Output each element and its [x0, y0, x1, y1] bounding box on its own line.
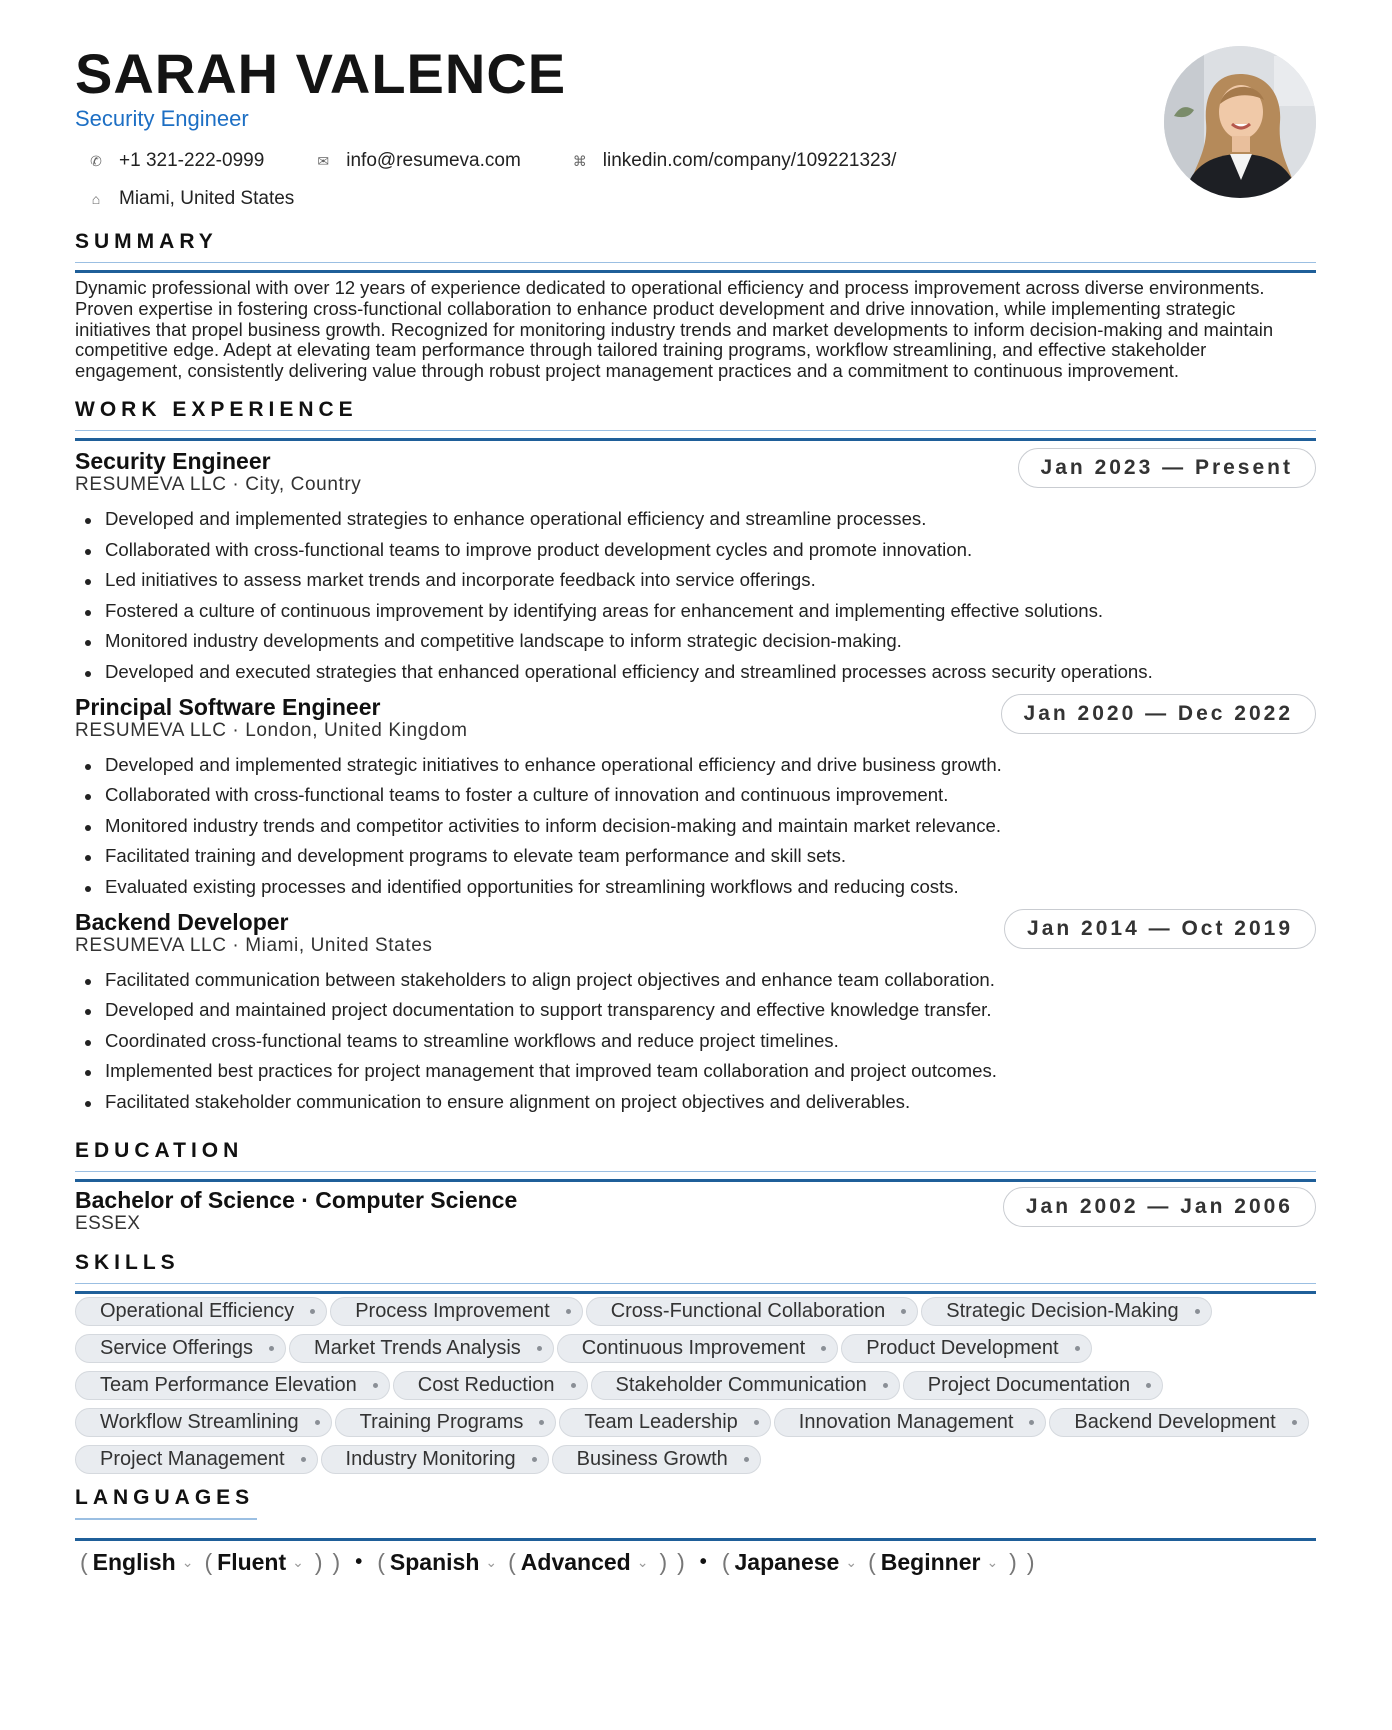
job-company: RESUMEVA LLC · London, United Kingdom	[75, 719, 468, 741]
skill-tag: Process Improvement	[330, 1297, 583, 1326]
skill-tag: Training Programs	[335, 1408, 557, 1437]
education-divider	[75, 1171, 1316, 1181]
skill-tag: Service Offerings	[75, 1334, 286, 1363]
skill-tag: Industry Monitoring	[321, 1445, 549, 1474]
language-name: Japanese	[734, 1549, 840, 1576]
job-bullet: Developed and maintained project documentation to support transparency and effective knowledge transfer.	[75, 995, 1316, 1026]
chevron-down-icon[interactable]: ⌄	[986, 1554, 999, 1571]
chevron-down-icon[interactable]: ⌄	[485, 1554, 498, 1571]
job-bullet: Developed and executed strategies that enhanced operational efficiency and streamlined processes across security operations.	[75, 657, 1316, 688]
languages-divider	[75, 1538, 1316, 1541]
dot-icon	[1195, 1309, 1200, 1314]
languages-heading: LANGUAGES	[75, 1486, 255, 1510]
language-level: Advanced	[520, 1549, 631, 1576]
skill-tag: Project Management	[75, 1445, 318, 1474]
job-bullet: Fostered a culture of continuous improvement by identifying areas for enhancement and implementing effective solutions.	[75, 596, 1316, 627]
dot-icon	[1292, 1420, 1297, 1425]
chevron-down-icon[interactable]: ⌄	[845, 1554, 858, 1571]
candidate-name: SARAH VALENCE	[75, 42, 567, 105]
phone-icon: ✆	[90, 152, 102, 169]
language-name: English	[92, 1549, 176, 1576]
skill-tag: Innovation Management	[774, 1408, 1047, 1437]
job-bullet: Led initiatives to assess market trends and incorporate feedback into service offerings.	[75, 565, 1316, 596]
link-icon: ⌘	[572, 152, 587, 169]
skill-tag: Team Performance Elevation	[75, 1371, 390, 1400]
skill-tag: Product Development	[841, 1334, 1091, 1363]
job-bullet: Monitored industry trends and competitor activities to inform decision-making and maintain market relevance.	[75, 811, 1316, 842]
contact-phone[interactable]	[75, 148, 264, 174]
dot-icon	[821, 1346, 826, 1351]
contact-location	[75, 186, 294, 212]
contact-location-text: Miami, United States	[119, 188, 295, 209]
summary-heading: SUMMARY	[75, 230, 218, 253]
job-bullet: Collaborated with cross-functional teams to foster a culture of innovation and continuous improvement.	[75, 780, 1316, 811]
dot-icon	[532, 1457, 537, 1462]
education-entry	[75, 1187, 1316, 1243]
skill-tag: Strategic Decision-Making	[921, 1297, 1211, 1326]
job-bullets	[75, 965, 1316, 1118]
languages-heading-wrap	[75, 1486, 257, 1520]
skill-tag: Stakeholder Communication	[591, 1371, 900, 1400]
dot-icon	[373, 1383, 378, 1388]
dot-icon	[883, 1383, 888, 1388]
job-entry	[75, 909, 1316, 1118]
job-bullet: Developed and implemented strategies to enhance operational efficiency and streamline processes.	[75, 504, 1316, 535]
dot-icon	[301, 1457, 306, 1462]
dot-icon	[1146, 1383, 1151, 1388]
language-level: Beginner	[880, 1549, 981, 1576]
job-dates: Jan 2020 — Dec 2022	[1001, 694, 1316, 734]
languages-section	[75, 1486, 1316, 1576]
header	[75, 44, 1316, 214]
skill-tag: Workflow Streamlining	[75, 1408, 332, 1437]
chevron-down-icon[interactable]: ⌄	[636, 1554, 649, 1571]
skill-tag: Business Growth	[552, 1445, 761, 1474]
contact-linkedin-text: linkedin.com/company/109221323/	[602, 150, 897, 171]
job-bullet: Developed and implemented strategic initiatives to enhance operational efficiency and drive business growth.	[75, 750, 1316, 781]
language-name: Spanish	[389, 1549, 480, 1576]
skill-tag: Market Trends Analysis	[289, 1334, 554, 1363]
experience-heading: WORK EXPERIENCE	[75, 397, 358, 421]
job-company: RESUMEVA LLC · Miami, United States	[75, 934, 433, 956]
job-bullet: Implemented best practices for project management that improved team collaboration and project outcomes.	[75, 1056, 1316, 1087]
dot-icon	[754, 1420, 759, 1425]
job-company: RESUMEVA LLC · City, Country	[75, 473, 362, 495]
languages-list: ( English ⌄ ( Fluent ⌄ ) ) • ( Spanish ⌄ ( Advanced ⌄ ) ) • ( Japanese ⌄ ( Beginner ⌄ ) )	[80, 1549, 1035, 1576]
education-dates: Jan 2002 — Jan 2006	[1003, 1187, 1316, 1227]
job-dates: Jan 2014 — Oct 2019	[1004, 909, 1316, 949]
job-bullet: Collaborated with cross-functional teams to improve product development cycles and promote innovation.	[75, 535, 1316, 566]
summary-text: Dynamic professional with over 12 years of experience dedicated to operational efficiency and process improvement across diverse environments. Proven expertise in fostering cross-functional collaboration to enhance product development and drive innovation, while implementing strategic initiatives that propel business growth. Recognized for monitoring industry trends and market developments to inform decision-making and maintain competitive edge. Adept at elevating team performance through tailored training programs, workflow streamlining, and effective stakeholder engagement, consistently delivering value through robust project management practices and a commitment to continuous improvement.	[75, 277, 1274, 382]
dot-icon	[537, 1346, 542, 1351]
chevron-down-icon[interactable]: ⌄	[181, 1554, 194, 1571]
job-bullet: Facilitated stakeholder communication to ensure alignment on project objectives and deliverables.	[75, 1087, 1316, 1118]
contact-email[interactable]	[302, 148, 521, 174]
job-dates: Jan 2023 — Present	[1018, 448, 1316, 488]
skill-tag: Backend Development	[1049, 1408, 1308, 1437]
dot-icon	[1075, 1346, 1080, 1351]
experience-divider	[75, 430, 1316, 440]
dot-icon	[744, 1457, 749, 1462]
dot-icon	[315, 1420, 320, 1425]
dot-icon	[310, 1309, 315, 1314]
education-school: ESSEX	[75, 1213, 141, 1235]
job-entry	[75, 694, 1316, 903]
skill-tag: Project Documentation	[903, 1371, 1163, 1400]
language-level: Fluent	[217, 1549, 287, 1576]
job-bullet: Coordinated cross-functional teams to streamline workflows and reduce project timelines.	[75, 1026, 1316, 1057]
skills-list	[75, 1297, 1316, 1474]
separator-dot: •	[355, 1551, 363, 1574]
job-bullet: Facilitated communication between stakeholders to align project objectives and enhance team collaboration.	[75, 965, 1316, 996]
skills-divider	[75, 1283, 1316, 1293]
dot-icon	[1029, 1420, 1034, 1425]
skills-heading: SKILLS	[75, 1251, 180, 1275]
job-title: Security Engineer	[75, 447, 271, 474]
dot-icon	[571, 1383, 576, 1388]
job-bullet: Monitored industry developments and competitive landscape to inform strategic decision-making.	[75, 626, 1316, 657]
summary-divider	[75, 262, 1316, 272]
skill-tag: Operational Efficiency	[75, 1297, 327, 1326]
education-degree: Bachelor of Science · Computer Science	[75, 1187, 518, 1214]
skill-tag: Continuous Improvement	[557, 1334, 838, 1363]
education-heading: EDUCATION	[75, 1139, 244, 1163]
job-bullets	[75, 504, 1316, 688]
skill-tag: Cost Reduction	[393, 1371, 588, 1400]
home-icon: ⌂	[91, 191, 101, 207]
job-entry	[75, 448, 1316, 688]
languages-underline	[75, 1518, 257, 1520]
candidate-role: Security Engineer	[75, 106, 249, 131]
dot-icon	[901, 1309, 906, 1314]
profile-photo-illustration	[1164, 46, 1316, 198]
email-icon: ✉	[317, 152, 330, 169]
contact-email-text: info@resumeva.com	[346, 150, 521, 171]
profile-photo	[1164, 46, 1316, 198]
job-bullet: Facilitated training and development programs to elevate team performance and skill sets.	[75, 841, 1316, 872]
contact-linkedin[interactable]	[559, 148, 897, 174]
contact-phone-text: +1 321-222-0999	[119, 150, 265, 171]
skill-tag: Team Leadership	[559, 1408, 770, 1437]
job-bullets	[75, 750, 1316, 903]
contact-list	[75, 148, 975, 212]
chevron-down-icon[interactable]: ⌄	[292, 1554, 304, 1571]
job-bullet: Evaluated existing processes and identified opportunities for streamlining workflows and reducing costs.	[75, 872, 1316, 903]
skill-tag: Cross-Functional Collaboration	[586, 1297, 919, 1326]
job-title: Backend Developer	[75, 908, 289, 935]
dot-icon	[539, 1420, 544, 1425]
job-title: Principal Software Engineer	[75, 693, 381, 720]
separator-dot: •	[699, 1551, 707, 1574]
dot-icon	[566, 1309, 571, 1314]
dot-icon	[269, 1346, 274, 1351]
